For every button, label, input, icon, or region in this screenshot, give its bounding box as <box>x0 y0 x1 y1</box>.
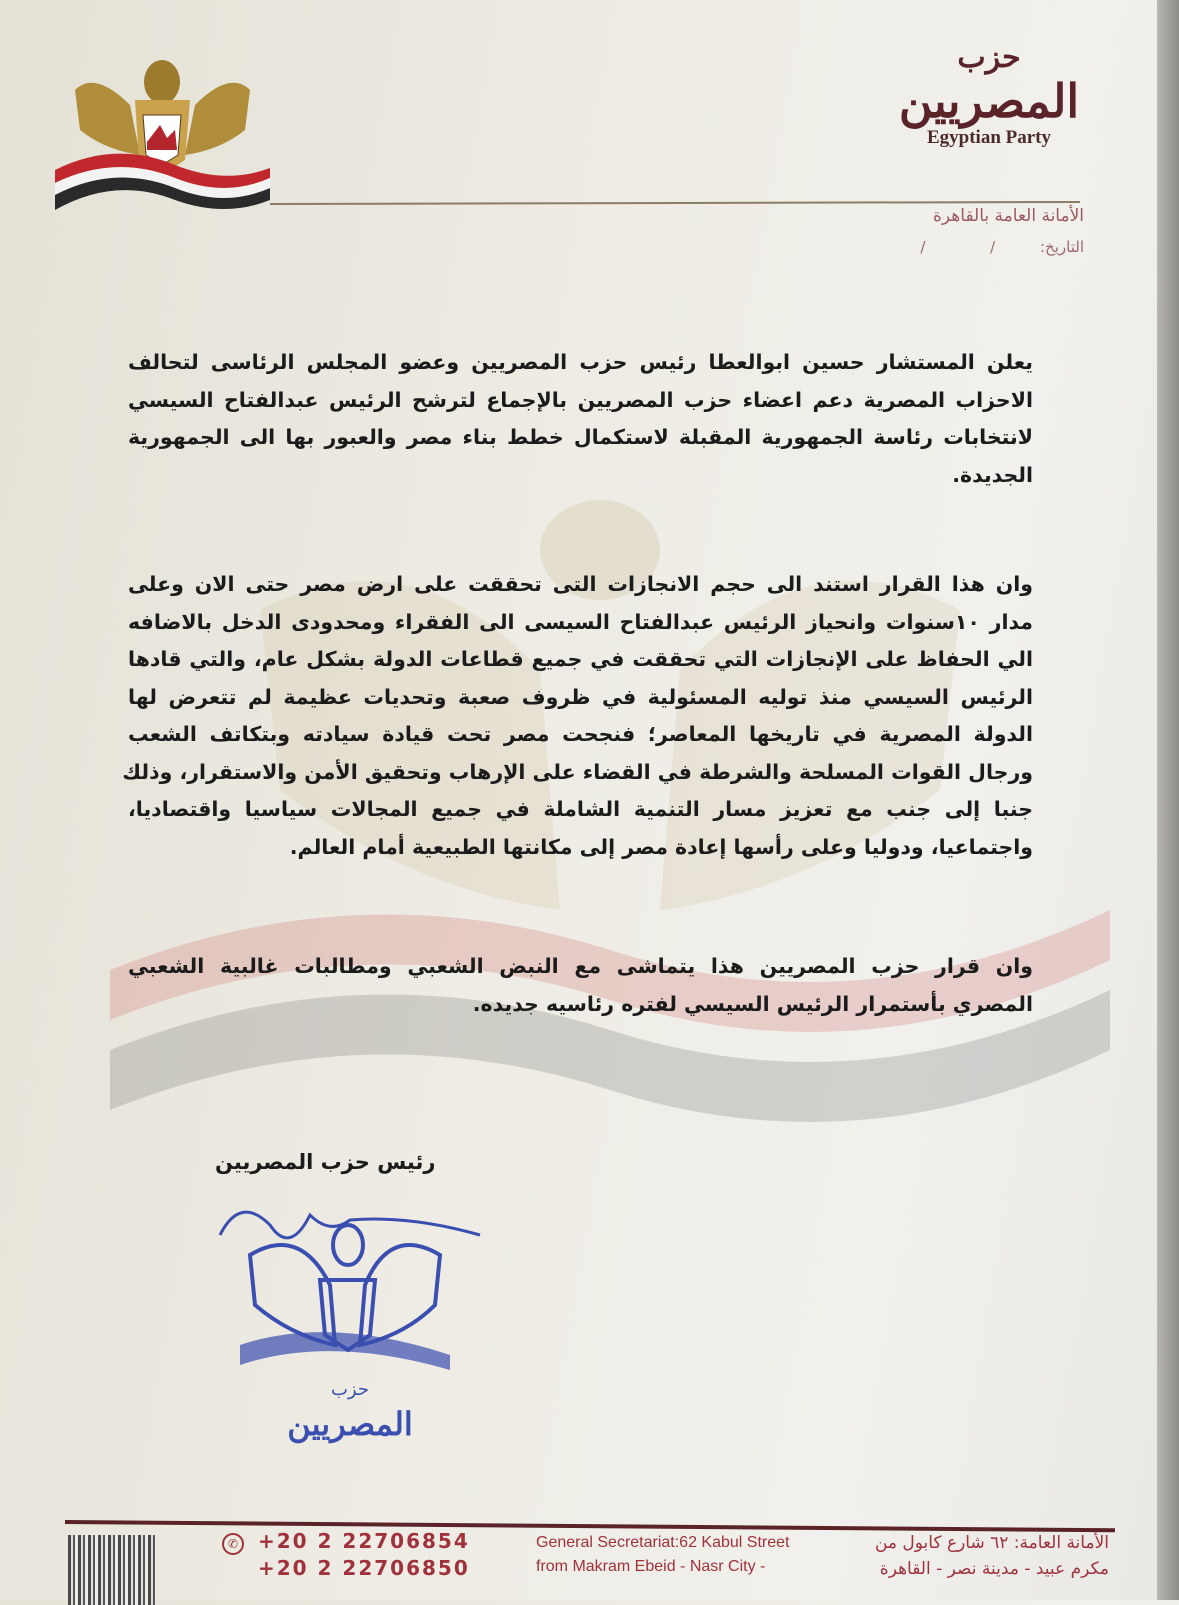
footer-address-ar <box>875 1530 1109 1582</box>
address-line: from Makram Ebeid - Nasr City - <box>536 1558 766 1575</box>
party-logo <box>889 40 1089 149</box>
text-line: وان هذا القرار استند الى حجم الانجازات التى تحققت على ارض مصر حتى الان وعلى <box>128 572 1033 596</box>
phone-number: +20 2 22706850 <box>258 1556 470 1580</box>
page-edge-shadow <box>1157 0 1179 1600</box>
text-line: المصري بأستمرار الرئيس السيسي لفتره رئاسيه جديده. <box>472 991 1033 1016</box>
footer-phones <box>222 1528 470 1581</box>
paragraph-justification <box>122 566 1033 866</box>
text-line: الاحزاب المصرية دعم اعضاء حزب المصريين بالإجماع لترشح الرئيس عبدالفتاح السيسي <box>128 387 1033 412</box>
text-line: ورجال القوات المسلحة والشرطة في القضاء على الإرهاب وتحقيق الأمن والاستقرار، وذلك <box>122 759 1033 784</box>
party-logo-english: Egyptian Party <box>926 127 1052 148</box>
address-line: الأمانة العامة: ٦٢ شارع كابول من <box>874 1533 1109 1553</box>
text-line: وان قرار حزب المصريين هذا يتماشى مع النبض الشعبي ومطالبات غالبية الشعبي <box>128 954 1033 978</box>
stamp-text-top: حزب <box>330 1379 370 1400</box>
text-line: الجديدة. <box>952 462 1033 487</box>
party-logo-name: المصريين <box>898 74 1080 128</box>
paragraph-announcement <box>128 344 1033 494</box>
eagle-emblem-icon <box>55 50 270 215</box>
date-value: / / <box>920 238 996 256</box>
text-line: الدولة المصرية في تاريخها المعاصر؛ فنجحت مصر تحت قيادة سيادته وبتكاتف الشعب <box>128 722 1033 746</box>
date-label: التاريخ: <box>1040 238 1084 256</box>
text-line: الرئيس السيسي منذ توليه المسئولية في ظروف صعبة وتحديات عظيمة لم تتعرض لها <box>128 684 1033 709</box>
signature-stamp <box>210 1195 500 1455</box>
address-line: مكرم عبيد - مدينة نصر - القاهرة <box>879 1559 1109 1579</box>
stamp-text-name: المصريين <box>287 1405 413 1443</box>
address-line: General Secretariat:62 Kabul Street <box>536 1534 790 1551</box>
text-line: جنبا إلى جنب مع تعزيز مسار التنمية الشاملة في جميع المجالات سياسيا واقتصاديا، <box>128 797 1033 821</box>
party-logo-top: حزب <box>957 40 1021 75</box>
text-line: يعلن المستشار حسين ابوالعطا رئيس حزب المصريين وعضو المجلس الرئاسى لتحالف <box>128 350 1033 374</box>
footer-address-en <box>536 1531 789 1579</box>
signatory-title: رئيس حزب المصريين <box>215 1150 436 1174</box>
date-field <box>920 238 1084 256</box>
text-line: واجتماعيا، ودوليا وعلى رأسها إعادة مصر إلى مكانتها الطبيعية أمام العالم. <box>289 834 1033 859</box>
text-line: الي الحفاظ على الإنجازات التي تحققت في جميع قطاعات الدولة بشكل عام، والتي قادها <box>128 647 1033 671</box>
text-line: لانتخابات رئاسة الجمهورية المقبلة لاستكمال خطط بناء مصر والعبور بها الى الجمهورية <box>128 425 1033 449</box>
phone-icon: ✆ <box>222 1533 244 1555</box>
qr-code[interactable] <box>68 1535 156 1605</box>
paragraph-conclusion <box>128 948 1033 1023</box>
phone-number: +20 2 22706854 <box>258 1529 470 1553</box>
header-divider <box>270 201 1080 205</box>
secretariat-label: الأمانة العامة بالقاهرة <box>933 206 1084 226</box>
text-line: مدار ١٠سنوات وانحياز الرئيس عبدالفتاح السيسى الى الفقراء ومحدودى الدخل بالاضافه <box>128 609 1033 634</box>
